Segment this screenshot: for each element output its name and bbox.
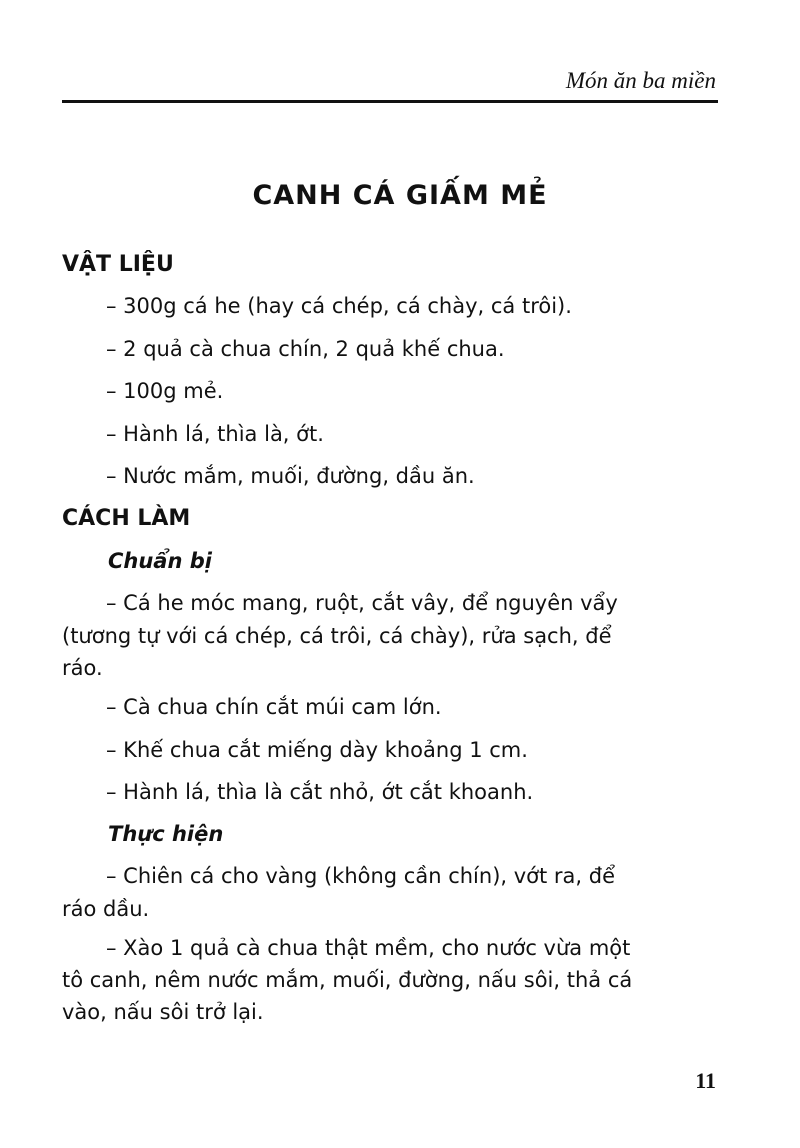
ingredient-line: – Hành lá, thìa là, ớt. bbox=[106, 422, 324, 446]
cook-step-line: – Chiên cá cho vàng (không cần chín), vớt ra, để bbox=[106, 864, 616, 888]
running-header: Món ăn ba miền bbox=[565, 68, 716, 93]
prep-step-line: – Hành lá, thìa là cắt nhỏ, ớt cắt khoanh. bbox=[106, 780, 534, 804]
method-heading: CÁCH LÀM bbox=[62, 506, 191, 531]
ingredient-line: – 2 quả cà chua chín, 2 quả khế chua. bbox=[106, 337, 505, 361]
prep-subheading: Chuẩn bị bbox=[108, 549, 212, 573]
header-rule bbox=[62, 100, 718, 103]
ingredient-line: – Nước mắm, muối, đường, dầu ăn. bbox=[106, 464, 475, 488]
cook-step-line: ráo dầu. bbox=[62, 897, 150, 921]
prep-step-line: ráo. bbox=[62, 656, 103, 680]
cook-step-line: vào, nấu sôi trở lại. bbox=[62, 1000, 264, 1024]
page-number: 11 bbox=[695, 1068, 716, 1093]
prep-step-line: – Khế chua cắt miếng dày khoảng 1 cm. bbox=[106, 738, 528, 762]
prep-step-line: – Cá he móc mang, ruột, cắt vây, để nguyên vẩy bbox=[106, 591, 618, 615]
recipe-title: CANH CÁ GIẤM MẺ bbox=[252, 180, 548, 211]
ingredients-heading: VẬT LIỆU bbox=[62, 252, 174, 277]
prep-step-line: (tương tự với cá chép, cá trôi, cá chày), rửa sạch, để bbox=[62, 624, 612, 648]
ingredient-line: – 100g mẻ. bbox=[106, 379, 224, 403]
cook-step-line: – Xào 1 quả cà chua thật mềm, cho nước vừa một bbox=[106, 936, 631, 960]
cook-step-line: tô canh, nêm nước mắm, muối, đường, nấu sôi, thả cá bbox=[62, 968, 633, 992]
prep-step-line: – Cà chua chín cắt múi cam lớn. bbox=[106, 695, 442, 719]
cook-subheading: Thực hiện bbox=[108, 822, 224, 846]
ingredient-line: – 300g cá he (hay cá chép, cá chày, cá trôi). bbox=[106, 294, 572, 318]
